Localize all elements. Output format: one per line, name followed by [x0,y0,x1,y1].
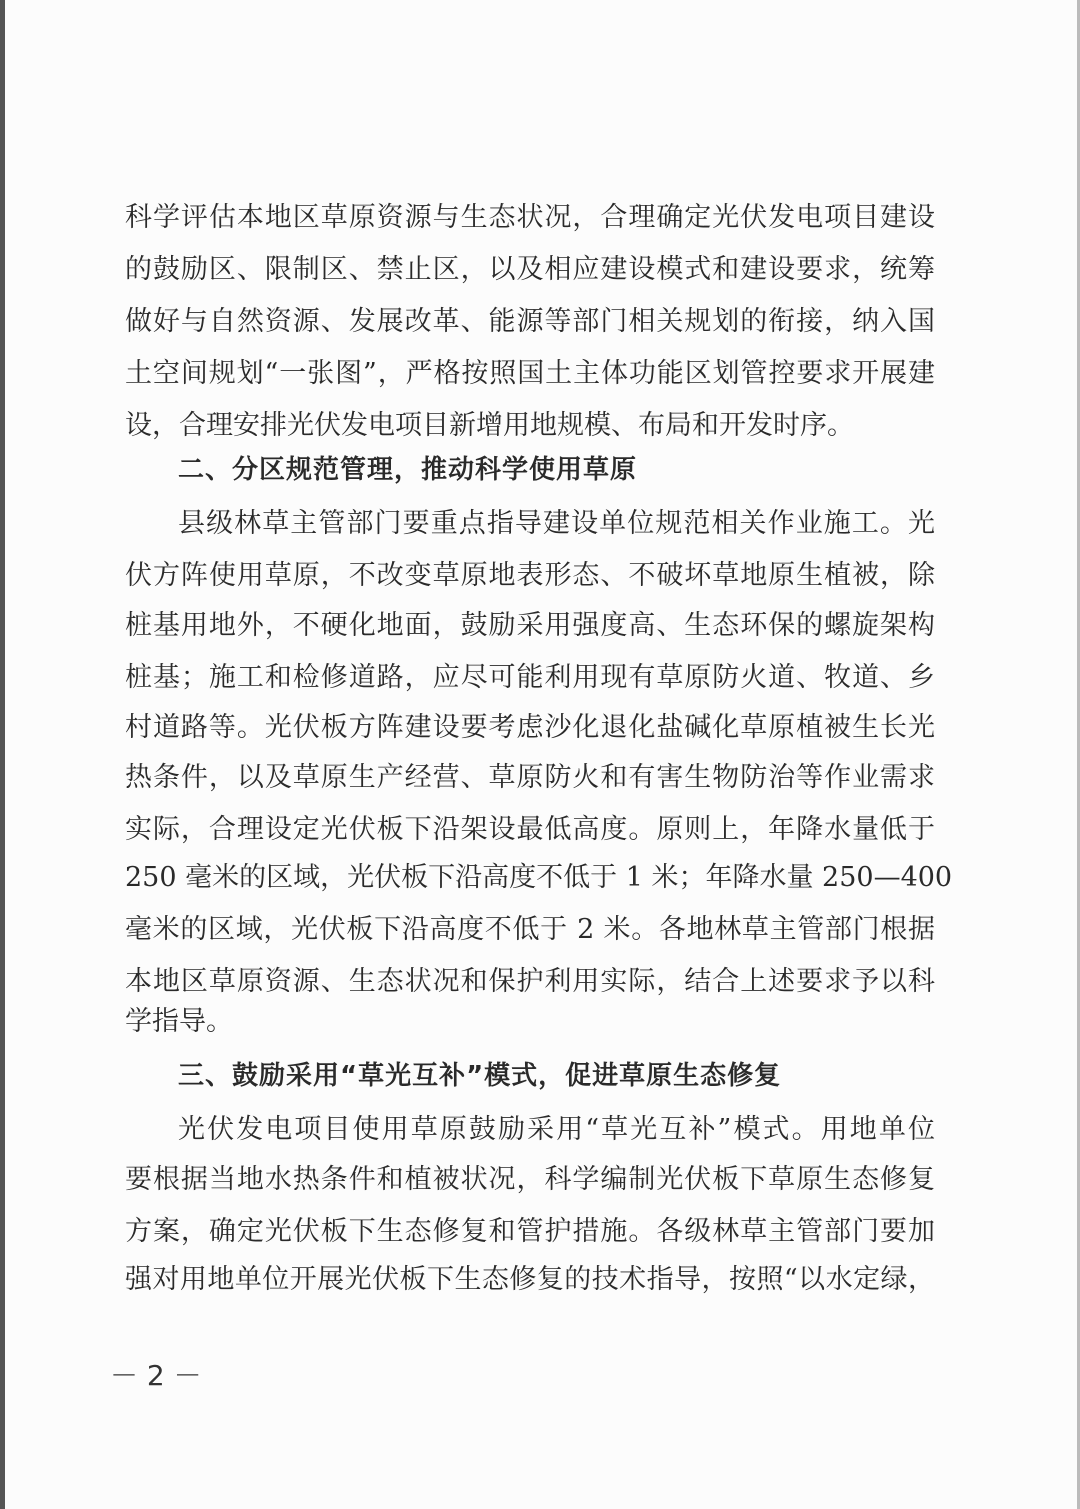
section-3-line-4: 强对用地单位开展光伏板下生态修复的技术指导，按照“以水定绿， [125,1264,935,1295]
section-2-line-11: 学指导。 [125,1006,233,1037]
section-2-line-5: 村道路等。光伏板方阵建设要考虑沙化退化盐碱化草原植被生长光 [125,712,935,743]
section-2-line-1: 县级林草主管部门要重点指导建设单位规范相关作业施工。光 [178,508,935,539]
page-number: － 2 － [110,1359,202,1392]
section-2-line-10: 本地区草原资源、生态状况和保护利用实际，结合上述要求予以科 [125,966,935,997]
paragraph-1-line-5: 设，合理安排光伏发电项目新增用地规模、布局和开发时序。 [125,410,854,441]
section-3-line-1: 光伏发电项目使用草原鼓励采用“草光互补”模式。用地单位 [178,1114,935,1145]
paragraph-1-line-1: 科学评估本地区草原资源与生态状况，合理确定光伏发电项目建设 [125,202,935,233]
paragraph-1-line-4: 土空间规划“一张图”，严格按照国土主体功能区划管控要求开展建 [125,358,935,389]
section-2-line-8: 250 毫米的区域，光伏板下沿高度不低于 1 米；年降水量 250—400 [125,862,953,893]
section-2-line-9: 毫米的区域，光伏板下沿高度不低于 2 米。各地林草主管部门根据 [125,914,935,945]
section-3-heading: 三、鼓励采用“草光互补”模式，促进草原生态修复 [178,1061,782,1091]
section-2-line-6: 热条件，以及草原生产经营、草原防火和有害生物防治等作业需求 [125,762,935,793]
paragraph-1-line-2: 的鼓励区、限制区、禁止区，以及相应建设模式和建设要求，统筹 [125,254,935,285]
section-2-line-7: 实际，合理设定光伏板下沿架设最低高度。原则上，年降水量低于 [125,814,935,845]
section-3-line-2: 要根据当地水热条件和植被状况，科学编制光伏板下草原生态修复 [125,1164,935,1195]
section-2-line-3: 桩基用地外，不硬化地面，鼓励采用强度高、生态环保的螺旋架构 [125,610,935,641]
section-2-line-2: 伏方阵使用草原，不改变草原地表形态、不破坏草地原生植被，除 [125,560,935,591]
paragraph-1-line-3: 做好与自然资源、发展改革、能源等部门相关规划的衔接，纳入国 [125,306,935,337]
section-2-heading: 二、分区规范管理，推动科学使用草原 [178,455,638,485]
section-3-line-3: 方案，确定光伏板下生态修复和管护措施。各级林草主管部门要加 [125,1216,935,1247]
section-2-line-4: 桩基；施工和检修道路，应尽可能利用现有草原防火道、牧道、乡 [125,662,935,693]
scan-edge-left [0,0,5,1509]
